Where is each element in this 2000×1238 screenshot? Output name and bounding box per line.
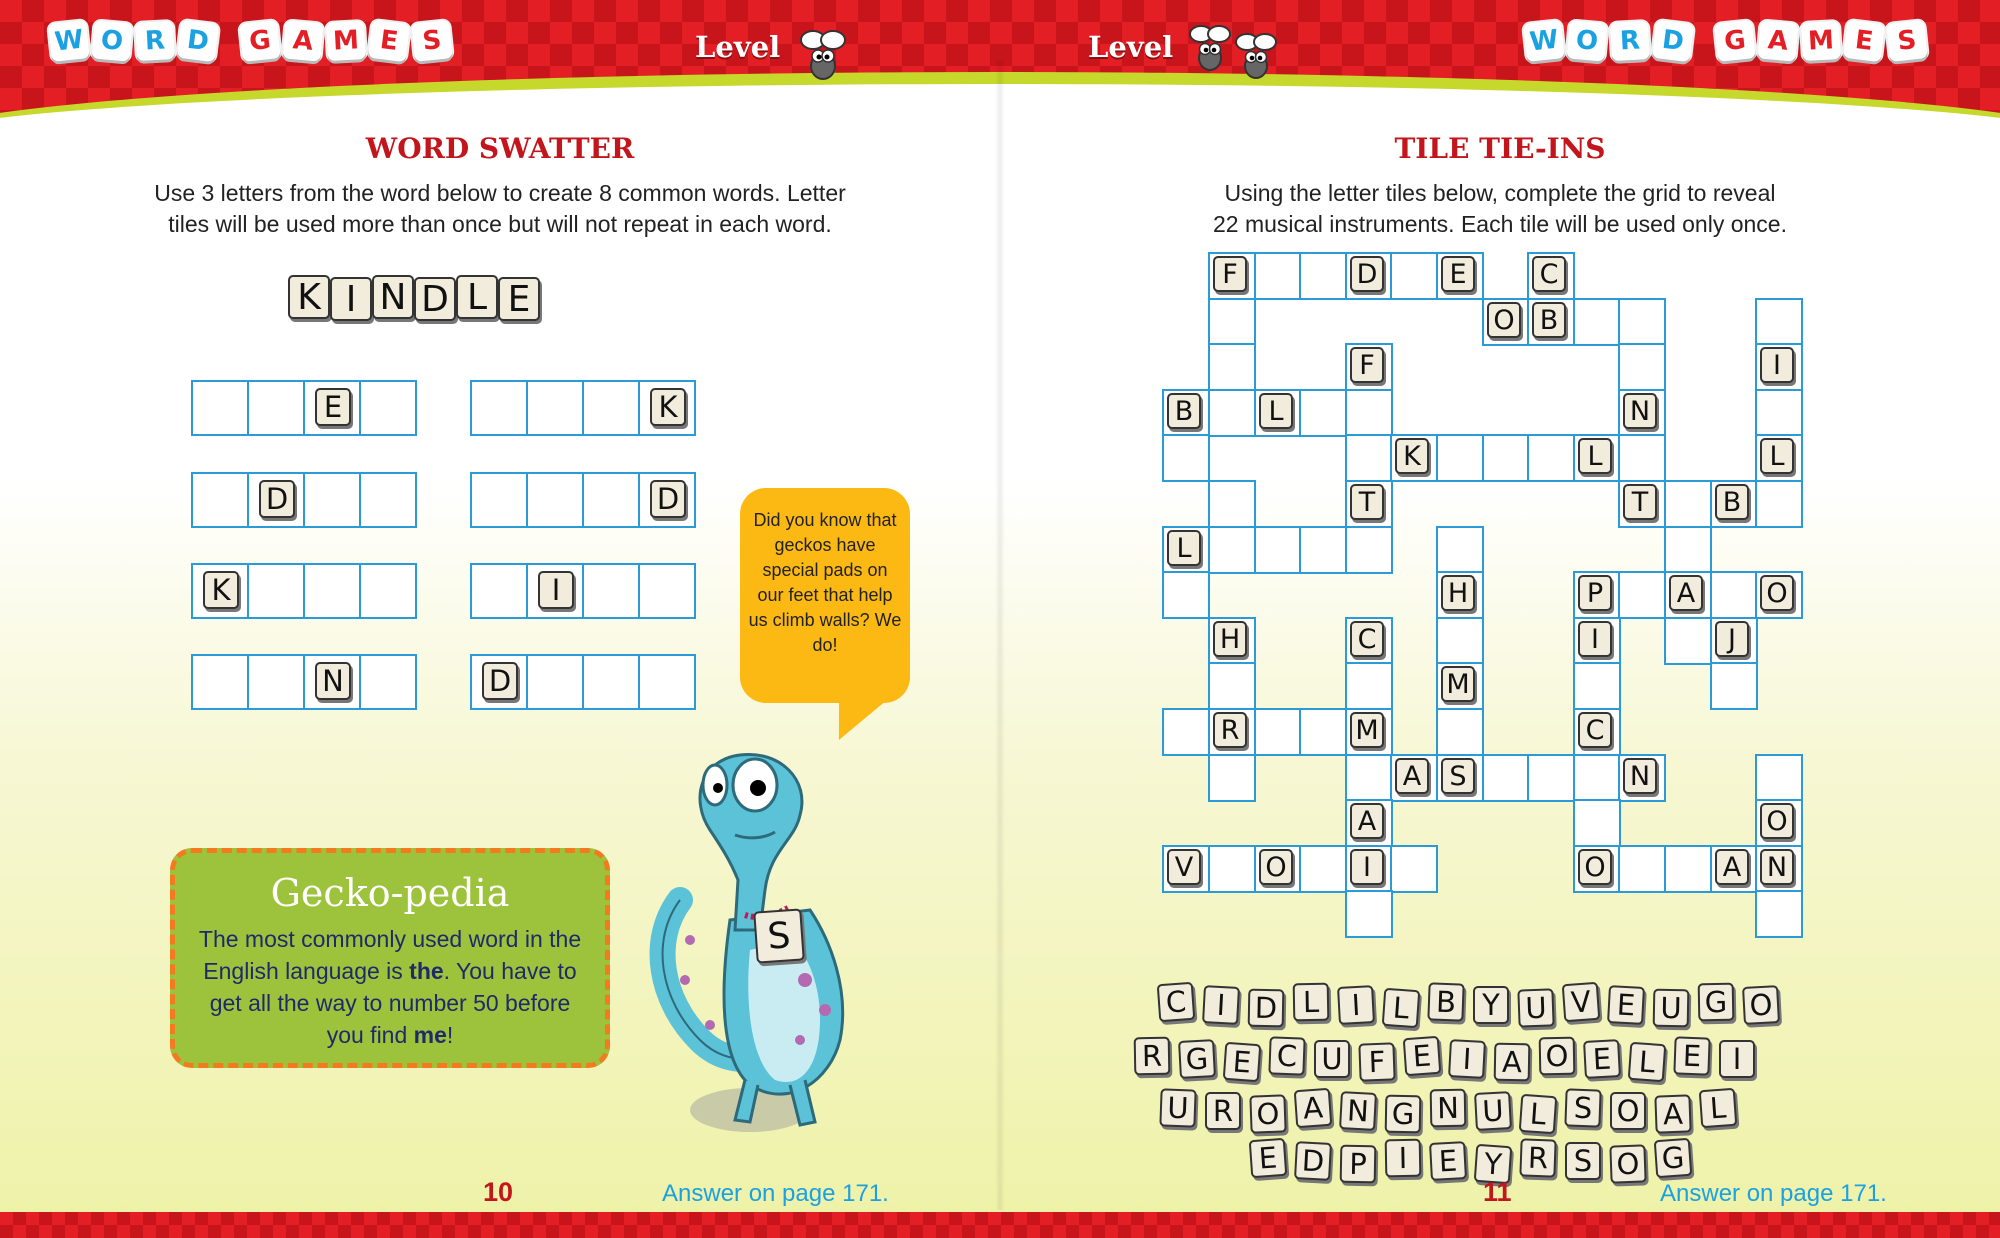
answer-cell[interactable] xyxy=(638,472,696,528)
gecko-pedia-text-1: The most commonly used word in the English language is xyxy=(198,926,582,984)
gecko-pedia-bold-me: me xyxy=(413,1022,447,1048)
answer-cell[interactable] xyxy=(303,563,361,619)
crossword-cell[interactable] xyxy=(1755,343,1803,391)
answer-cell[interactable] xyxy=(582,380,640,436)
logo-letter-tile: W xyxy=(48,20,90,62)
crossword-cell[interactable] xyxy=(1755,571,1803,619)
bank-letter-tile[interactable]: L xyxy=(1382,988,1421,1028)
gecko-pedia-title: Gecko-pedia xyxy=(270,871,510,915)
gecko-pedia-bold-the: the xyxy=(409,958,444,984)
answer-cell[interactable] xyxy=(470,472,528,528)
crossword-cell[interactable] xyxy=(1162,389,1210,437)
crossword-cell[interactable] xyxy=(1573,617,1621,665)
answer-cell[interactable] xyxy=(582,472,640,528)
bank-letter-tile[interactable]: O xyxy=(1742,985,1780,1025)
crossword-letter-tile: T xyxy=(1623,484,1657,520)
crossword-letter-tile: I xyxy=(1760,347,1794,383)
answer-letter-tile: K xyxy=(650,388,686,426)
bank-letter-tile[interactable]: G xyxy=(1698,983,1735,1022)
crossword-cell[interactable] xyxy=(1345,343,1393,391)
crossword-cell[interactable] xyxy=(1208,708,1256,756)
crossword-letter-tile: L xyxy=(1259,393,1293,429)
crossword-letter-tile: T xyxy=(1350,484,1384,520)
word-games-logo-left xyxy=(50,22,451,60)
bank-letter-tile[interactable]: E xyxy=(1223,1042,1262,1082)
gecko-pedia-text-3: ! xyxy=(446,1022,454,1048)
crossword-cell[interactable] xyxy=(1208,617,1256,665)
answer-letter-tile: D xyxy=(650,480,686,518)
crossword-cell[interactable] xyxy=(1345,434,1393,482)
bank-letter-tile[interactable]: E xyxy=(1583,1039,1621,1079)
gecko-pedia-text xyxy=(189,923,591,1051)
crossword-cell[interactable] xyxy=(1254,708,1302,756)
answer-letter-tile: I xyxy=(538,571,574,609)
answer-letter-tile: N xyxy=(315,662,351,700)
bank-letter-tile[interactable]: E xyxy=(1673,1036,1710,1075)
crossword-cell[interactable] xyxy=(1390,252,1438,300)
bank-letter-tile[interactable]: E xyxy=(1429,1141,1467,1181)
bank-letter-tile[interactable]: G xyxy=(1654,1138,1693,1178)
crossword-letter-tile: O xyxy=(1578,849,1612,885)
source-word-tile: K xyxy=(288,275,330,319)
logo-letter-tile: A xyxy=(282,20,323,61)
answer-letter-tile: D xyxy=(259,480,295,518)
crossword-cell[interactable] xyxy=(1254,252,1302,300)
answer-cell[interactable] xyxy=(470,563,528,619)
crossword-letter-tile: O xyxy=(1259,849,1293,885)
page-number-left: 10 xyxy=(483,1177,514,1207)
source-word-tile: D xyxy=(414,277,456,321)
crossword-cell[interactable] xyxy=(1299,526,1347,574)
bank-letter-tile[interactable]: L xyxy=(1628,1042,1667,1082)
crossword-letter-tile: O xyxy=(1487,302,1521,338)
crossword-cell[interactable] xyxy=(1618,754,1666,802)
crossword-letter-tile: F xyxy=(1350,347,1384,383)
crossword-cell[interactable] xyxy=(1208,252,1256,300)
instructions-line-2: tiles will be used more than once but will not repeat in each word. xyxy=(168,211,832,237)
word-swatter-instructions xyxy=(60,178,940,240)
answer-cell[interactable] xyxy=(191,380,249,436)
logo-letter-tile: D xyxy=(177,20,219,62)
crossword-letter-tile: M xyxy=(1441,666,1475,702)
answer-cell[interactable] xyxy=(303,472,361,528)
crossword-cell[interactable] xyxy=(1710,571,1758,619)
speech-bubble xyxy=(740,488,910,703)
bank-letter-tile[interactable]: O xyxy=(1610,1092,1646,1130)
crossword-cell[interactable] xyxy=(1618,298,1666,346)
crossword-letter-tile: F xyxy=(1213,256,1247,292)
crossword-letter-tile: N xyxy=(1623,393,1657,429)
crossword-letter-tile: A xyxy=(1395,758,1429,794)
crossword-cell[interactable] xyxy=(1664,845,1712,893)
crossword-cell[interactable] xyxy=(1755,845,1803,893)
answer-letter-tile: E xyxy=(315,388,351,426)
answer-cell[interactable] xyxy=(247,654,305,710)
bank-letter-tile[interactable]: N xyxy=(1339,1091,1377,1131)
answer-cell[interactable] xyxy=(526,380,584,436)
bank-letter-tile[interactable]: F xyxy=(1358,1042,1395,1081)
crossword-cell[interactable] xyxy=(1573,708,1621,756)
crossword-letter-tile: J xyxy=(1715,621,1749,657)
bank-letter-tile[interactable]: A xyxy=(1294,1088,1333,1128)
crossword-cell[interactable] xyxy=(1573,571,1621,619)
crossword-letter-tile: D xyxy=(1350,256,1384,292)
crossword-cell[interactable] xyxy=(1390,845,1438,893)
crossword-letter-tile: K xyxy=(1395,438,1429,474)
crossword-letter-tile: R xyxy=(1213,712,1247,748)
answer-note-right: Answer on page 171. xyxy=(1660,1180,1887,1207)
answer-cell[interactable] xyxy=(526,654,584,710)
crossword-cell[interactable] xyxy=(1345,754,1393,802)
crossword-cell[interactable] xyxy=(1162,526,1210,574)
crossword-cell[interactable] xyxy=(1208,845,1256,893)
crossword-cell[interactable] xyxy=(1664,480,1712,528)
logo-letter-tile: E xyxy=(368,20,410,62)
bank-letter-tile[interactable]: I xyxy=(1385,1139,1422,1178)
crossword-letter-tile: L xyxy=(1760,438,1794,474)
bank-letter-tile[interactable]: D xyxy=(1294,1141,1332,1181)
bank-letter-tile[interactable]: Y xyxy=(1474,1144,1513,1184)
answer-cell[interactable] xyxy=(638,380,696,436)
bank-letter-tile[interactable]: C xyxy=(1268,1036,1305,1075)
crossword-cell[interactable] xyxy=(1208,343,1256,391)
answer-cell[interactable] xyxy=(247,563,305,619)
bank-letter-tile[interactable]: C xyxy=(1157,982,1196,1022)
crossword-cell[interactable] xyxy=(1436,252,1484,300)
crossword-cell[interactable] xyxy=(1254,526,1302,574)
bank-letter-tile[interactable]: L xyxy=(1699,1088,1738,1128)
answer-cell[interactable] xyxy=(303,380,361,436)
crossword-cell[interactable] xyxy=(1345,799,1393,847)
bank-letter-tile[interactable]: Y xyxy=(1473,986,1509,1024)
crossword-cell[interactable] xyxy=(1345,480,1393,528)
bank-letter-tile[interactable]: L xyxy=(1293,983,1330,1022)
crossword-cell[interactable] xyxy=(1390,434,1438,482)
bank-letter-tile[interactable]: U xyxy=(1517,988,1554,1027)
crossword-cell[interactable] xyxy=(1573,754,1621,802)
answer-cell[interactable] xyxy=(638,654,696,710)
crossword-cell[interactable] xyxy=(1710,480,1758,528)
answer-cell[interactable] xyxy=(526,563,584,619)
answer-letter-tile: K xyxy=(203,571,239,609)
logo-letter-tile: M xyxy=(1801,21,1841,61)
answer-note-left: Answer on page 171. xyxy=(662,1180,889,1207)
crossword-cell[interactable] xyxy=(1710,617,1758,665)
bank-letter-tile[interactable]: O xyxy=(1609,1144,1646,1183)
bank-letter-tile[interactable]: A xyxy=(1654,1094,1691,1133)
bank-letter-tile[interactable]: B xyxy=(1427,982,1464,1021)
crossword-cell[interactable] xyxy=(1573,662,1621,710)
crossword-cell[interactable] xyxy=(1299,389,1347,437)
crossword-cell[interactable] xyxy=(1436,617,1484,665)
gecko-pedia-text-2: . You have to get all the way to number 50 before you find xyxy=(209,958,577,1048)
bank-letter-tile[interactable]: R xyxy=(1519,1138,1556,1177)
crossword-letter-tile: B xyxy=(1715,484,1749,520)
crossword-cell[interactable] xyxy=(1482,434,1530,482)
bank-letter-tile[interactable]: R xyxy=(1134,1037,1171,1076)
crossword-cell[interactable] xyxy=(1208,526,1256,574)
crossword-cell[interactable] xyxy=(1664,617,1712,665)
gecko-pedia-box xyxy=(170,848,610,1068)
answer-cell[interactable] xyxy=(470,654,528,710)
logo-letter-tile: M xyxy=(326,21,366,61)
crossword-letter-tile: B xyxy=(1532,302,1566,338)
crossword-letter-tile: V xyxy=(1167,849,1201,885)
crossword-cell[interactable] xyxy=(1710,662,1758,710)
crossword-cell[interactable] xyxy=(1254,845,1302,893)
bank-letter-tile[interactable]: U xyxy=(1653,989,1690,1028)
crossword-cell[interactable] xyxy=(1208,298,1256,346)
gecko-tile-s: S xyxy=(753,908,805,963)
answer-cell[interactable] xyxy=(359,380,417,436)
crossword-letter-tile: S xyxy=(1441,758,1475,794)
crossword-cell[interactable] xyxy=(1755,890,1803,938)
logo-letter-tile: S xyxy=(411,20,453,62)
crossword-cell[interactable] xyxy=(1710,845,1758,893)
crossword-cell[interactable] xyxy=(1436,434,1484,482)
word-games-logo-right xyxy=(1525,22,1926,60)
crossword-cell[interactable] xyxy=(1527,252,1575,300)
logo-letter-tile: R xyxy=(135,21,175,61)
level-label-right: Level xyxy=(1088,30,1174,64)
logo-letter-tile: D xyxy=(1652,20,1694,62)
answer-cell[interactable] xyxy=(191,472,249,528)
crossword-letter-tile: L xyxy=(1167,530,1201,566)
bank-letter-tile[interactable]: E xyxy=(1403,1036,1442,1076)
crossword-cell[interactable] xyxy=(1208,754,1256,802)
level-label-left: Level xyxy=(695,30,781,64)
crossword-cell[interactable] xyxy=(1755,480,1803,528)
crossword-cell[interactable] xyxy=(1573,298,1621,346)
crossword-cell[interactable] xyxy=(1345,845,1393,893)
crossword-letter-tile: A xyxy=(1669,575,1703,611)
bank-letter-tile[interactable]: U xyxy=(1159,1088,1196,1127)
bank-letter-tile[interactable]: S xyxy=(1565,1142,1601,1180)
crossword-cell[interactable] xyxy=(1755,799,1803,847)
crossword-letter-tile: C xyxy=(1532,256,1566,292)
answer-cell[interactable] xyxy=(582,563,640,619)
crossword-cell[interactable] xyxy=(1162,571,1210,619)
crossword-cell[interactable] xyxy=(1618,343,1666,391)
crossword-cell[interactable] xyxy=(1345,890,1393,938)
instructions-line-1: Using the letter tiles below, complete the grid to reveal xyxy=(1224,180,1776,206)
answer-cell[interactable] xyxy=(359,654,417,710)
crossword-cell[interactable] xyxy=(1573,434,1621,482)
crossword-cell[interactable] xyxy=(1345,526,1393,574)
instructions-line-2: 22 musical instruments. Each tile will be used only once. xyxy=(1212,211,1787,237)
logo-letter-tile: O xyxy=(91,20,132,61)
crossword-cell[interactable] xyxy=(1664,571,1712,619)
logo-gap xyxy=(222,22,236,60)
crossword-letter-tile: N xyxy=(1760,849,1794,885)
crossword-cell[interactable] xyxy=(1162,845,1210,893)
answer-cell[interactable] xyxy=(470,380,528,436)
crossword-letter-tile: I xyxy=(1578,621,1612,657)
crossword-cell[interactable] xyxy=(1345,662,1393,710)
bank-letter-tile[interactable]: U xyxy=(1314,1040,1350,1078)
crossword-cell[interactable] xyxy=(1208,480,1256,528)
crossword-cell[interactable] xyxy=(1345,708,1393,756)
crossword-cell[interactable] xyxy=(1162,434,1210,482)
crossword-cell[interactable] xyxy=(1664,526,1712,574)
word-swatter-title: WORD SWATTER xyxy=(365,132,635,165)
crossword-cell[interactable] xyxy=(1527,434,1575,482)
bank-letter-tile[interactable]: G xyxy=(1178,1039,1216,1079)
bubble-text: Did you know that geckos have special pads on our feet that help us climb walls? We do! xyxy=(748,510,902,655)
crossword-cell[interactable] xyxy=(1436,662,1484,710)
crossword-letter-tile: O xyxy=(1760,803,1794,839)
crossword-letter-tile: C xyxy=(1350,621,1384,657)
tile-tie-ins-instructions xyxy=(1090,178,1910,240)
crossword-cell[interactable] xyxy=(1208,662,1256,710)
fly-icon xyxy=(795,26,851,86)
crossword-cell[interactable] xyxy=(1345,617,1393,665)
checkered-footer-band xyxy=(0,1212,2000,1238)
crossword-letter-tile: A xyxy=(1350,803,1384,839)
crossword-letter-tile: O xyxy=(1760,575,1794,611)
crossword-cell[interactable] xyxy=(1254,389,1302,437)
crossword-cell[interactable] xyxy=(1390,754,1438,802)
crossword-letter-tile: C xyxy=(1578,712,1612,748)
crossword-cell[interactable] xyxy=(1527,298,1575,346)
crossword-letter-tile: A xyxy=(1715,849,1749,885)
crossword-cell[interactable] xyxy=(1436,708,1484,756)
crossword-cell[interactable] xyxy=(1436,526,1484,574)
bank-letter-tile[interactable]: V xyxy=(1562,982,1601,1022)
bank-letter-tile[interactable]: G xyxy=(1385,1095,1422,1134)
logo-letter-tile: O xyxy=(1566,20,1607,61)
logo-letter-tile: W xyxy=(1523,20,1565,62)
crossword-cell[interactable] xyxy=(1755,298,1803,346)
bank-letter-tile[interactable]: L xyxy=(1519,1094,1558,1134)
crossword-cell[interactable] xyxy=(1618,434,1666,482)
answer-cell[interactable] xyxy=(526,472,584,528)
bank-letter-tile[interactable]: I xyxy=(1202,985,1240,1025)
crossword-cell[interactable] xyxy=(1573,845,1621,893)
page-fold xyxy=(995,60,1005,1210)
crossword-cell[interactable] xyxy=(1162,708,1210,756)
crossword-cell[interactable] xyxy=(1482,298,1530,346)
bank-letter-tile[interactable]: N xyxy=(1430,1089,1467,1128)
logo-letter-tile: G xyxy=(1714,20,1756,62)
crossword-cell[interactable] xyxy=(1755,754,1803,802)
answer-cell[interactable] xyxy=(191,654,249,710)
bank-letter-tile[interactable]: I xyxy=(1448,1039,1486,1079)
bank-letter-tile[interactable]: I xyxy=(1337,985,1375,1025)
logo-letter-tile: S xyxy=(1886,20,1928,62)
bank-letter-tile[interactable]: O xyxy=(1249,1094,1286,1133)
crossword-cell[interactable] xyxy=(1299,252,1347,300)
logo-gap xyxy=(1697,22,1711,60)
answer-cell[interactable] xyxy=(582,654,640,710)
crossword-cell[interactable] xyxy=(1299,708,1347,756)
bank-letter-tile[interactable]: D xyxy=(1248,989,1285,1028)
crossword-cell[interactable] xyxy=(1573,799,1621,847)
logo-letter-tile: G xyxy=(239,20,281,62)
bank-letter-tile[interactable]: U xyxy=(1474,1091,1512,1131)
source-word-tile: I xyxy=(330,277,372,321)
crossword-cell[interactable] xyxy=(1482,754,1530,802)
answer-cell[interactable] xyxy=(359,472,417,528)
logo-letter-tile: E xyxy=(1843,20,1885,62)
two-flies-icon xyxy=(1185,22,1285,86)
answer-letter-tile: D xyxy=(482,662,518,700)
crossword-letter-tile: I xyxy=(1350,849,1384,885)
answer-cell[interactable] xyxy=(303,654,361,710)
answer-cell[interactable] xyxy=(359,563,417,619)
tile-tie-ins-title: TILE TIE-INS xyxy=(1394,132,1606,165)
crossword-cell[interactable] xyxy=(1436,754,1484,802)
crossword-cell[interactable] xyxy=(1755,434,1803,482)
crossword-cell[interactable] xyxy=(1208,389,1256,437)
crossword-cell[interactable] xyxy=(1618,571,1666,619)
source-word-tile: N xyxy=(372,275,414,319)
crossword-letter-tile: L xyxy=(1578,438,1612,474)
answer-cell[interactable] xyxy=(638,563,696,619)
crossword-cell[interactable] xyxy=(1618,480,1666,528)
crossword-cell[interactable] xyxy=(1345,252,1393,300)
crossword-letter-tile: B xyxy=(1167,393,1201,429)
crossword-cell[interactable] xyxy=(1299,845,1347,893)
source-word-tile: E xyxy=(498,277,540,321)
crossword-cell[interactable] xyxy=(1618,389,1666,437)
bank-letter-tile[interactable]: O xyxy=(1539,1037,1576,1076)
crossword-letter-tile: P xyxy=(1578,575,1612,611)
logo-letter-tile: A xyxy=(1757,20,1798,61)
page-number-right: 11 xyxy=(1483,1177,1512,1207)
crossword-letter-tile: H xyxy=(1213,621,1247,657)
crossword-cell[interactable] xyxy=(1345,389,1393,437)
source-word-tile: L xyxy=(456,275,498,319)
logo-letter-tile: R xyxy=(1610,21,1650,61)
crossword-letter-tile: H xyxy=(1441,575,1475,611)
bank-letter-tile[interactable]: A xyxy=(1494,1043,1531,1082)
bank-letter-tile[interactable]: R xyxy=(1205,1092,1241,1130)
crossword-cell[interactable] xyxy=(1618,845,1666,893)
bank-letter-tile[interactable]: S xyxy=(1564,1088,1601,1127)
crossword-cell[interactable] xyxy=(1527,754,1575,802)
bank-letter-tile[interactable]: E xyxy=(1607,985,1645,1025)
crossword-cell[interactable] xyxy=(1436,571,1484,619)
bank-letter-tile[interactable]: P xyxy=(1340,1145,1377,1184)
answer-cell[interactable] xyxy=(247,380,305,436)
bank-letter-tile[interactable]: E xyxy=(1249,1138,1288,1178)
crossword-letter-tile: M xyxy=(1350,712,1384,748)
answer-cell[interactable] xyxy=(247,472,305,528)
instructions-line-1: Use 3 letters from the word below to create 8 common words. Letter xyxy=(154,180,846,206)
bank-letter-tile[interactable]: I xyxy=(1719,1040,1755,1078)
answer-cell[interactable] xyxy=(191,563,249,619)
crossword-cell[interactable] xyxy=(1755,389,1803,437)
crossword-letter-tile: E xyxy=(1441,256,1475,292)
crossword-letter-tile: N xyxy=(1623,758,1657,794)
